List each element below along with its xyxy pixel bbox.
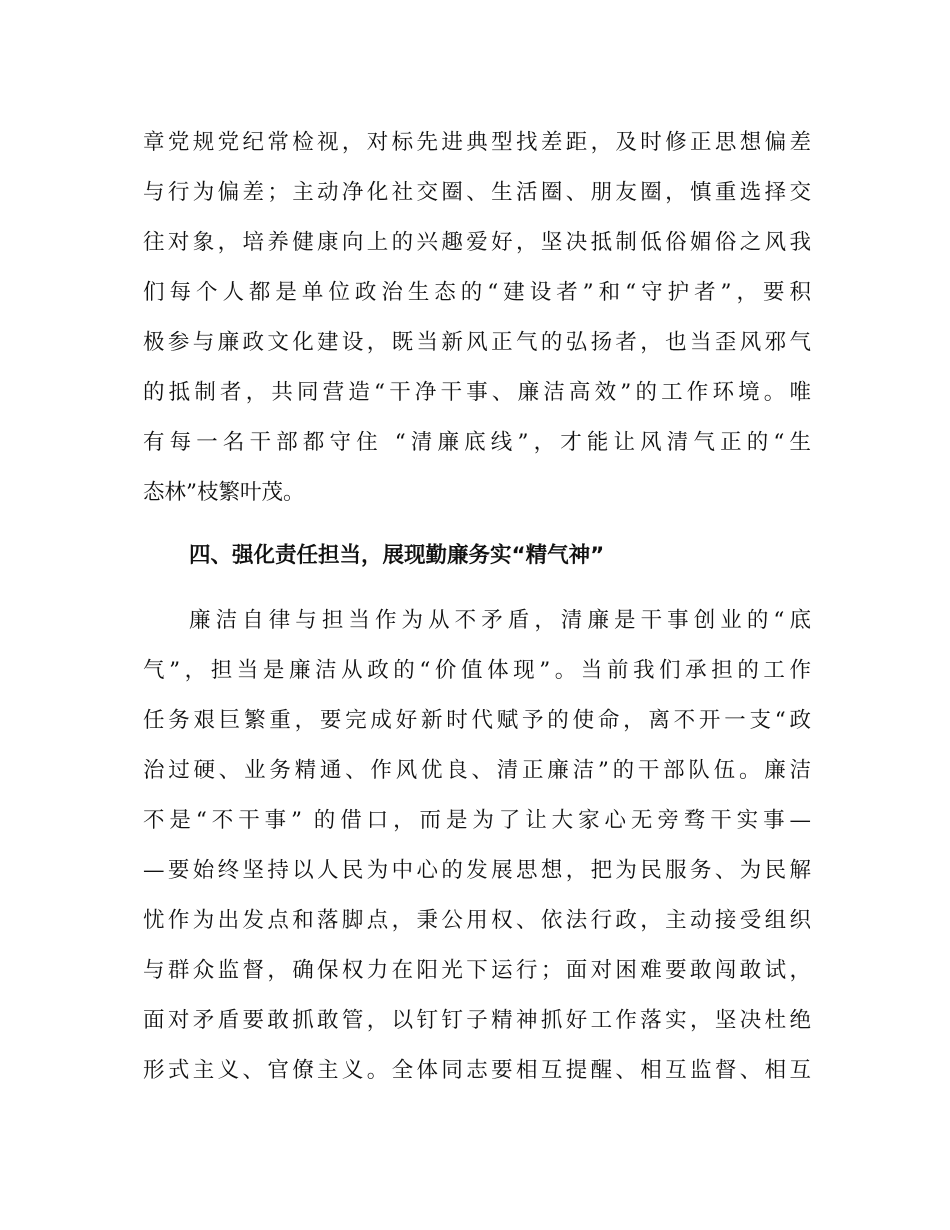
paragraph-2-line: —要始终坚持以人民为中心的发展思想，把为民服务、为民解 <box>143 858 811 883</box>
section-heading: 四、强化责任担当，展现勤廉务实“精气神” <box>189 543 605 568</box>
paragraph-2-line: 气”，担当是廉洁从政的“价值体现”。当前我们承担的工作 <box>143 658 811 683</box>
paragraph-1-line: 有每一名干部都守住 “清廉底线”，才能让风清气正的“生 <box>143 430 811 455</box>
paragraph-1-line: 态林”枝繁叶茂。 <box>143 480 305 505</box>
paragraph-1-line: 与行为偏差；主动净化社交圈、生活圈、朋友圈，慎重选择交 <box>143 180 811 205</box>
paragraph-2-line: 形式主义、官僚主义。全体同志要相互提醒、相互监督、相互 <box>143 1058 811 1083</box>
paragraph-2-line: 与群众监督，确保权力在阳光下运行；面对困难要敢闯敢试， <box>143 958 811 983</box>
paragraph-1-line: 的抵制者，共同营造“干净干事、廉洁高效”的工作环境。唯 <box>143 380 811 405</box>
paragraph-2-line: 任务艰巨繁重，要完成好新时代赋予的使命，离不开一支“政 <box>143 708 811 733</box>
paragraph-2-line: 面对矛盾要敢抓敢管，以钉钉子精神抓好工作落实，坚决杜绝 <box>143 1008 811 1033</box>
paragraph-1-line: 们每个人都是单位政治生态的“建设者”和“守护者”，要积 <box>143 280 811 305</box>
paragraph-2-line: 廉洁自律与担当作为从不矛盾，清廉是干事创业的“底 <box>189 608 811 633</box>
paragraph-2-line: 不是“不干事” 的借口，而是为了让大家心无旁骛干实事— <box>143 808 811 833</box>
paragraph-1-line: 极参与廉政文化建设，既当新风正气的弘扬者，也当歪风邪气 <box>143 330 811 355</box>
paragraph-1-line: 章党规党纪常检视，对标先进典型找差距，及时修正思想偏差 <box>143 130 811 155</box>
paragraph-1-line: 往对象，培养健康向上的兴趣爱好，坚决抵制低俗媚俗之风我 <box>143 230 811 255</box>
paragraph-2-line: 治过硬、业务精通、作风优良、清正廉洁”的干部队伍。廉洁 <box>143 758 811 783</box>
paragraph-2-line: 忧作为出发点和落脚点，秉公用权、依法行政，主动接受组织 <box>143 908 811 933</box>
